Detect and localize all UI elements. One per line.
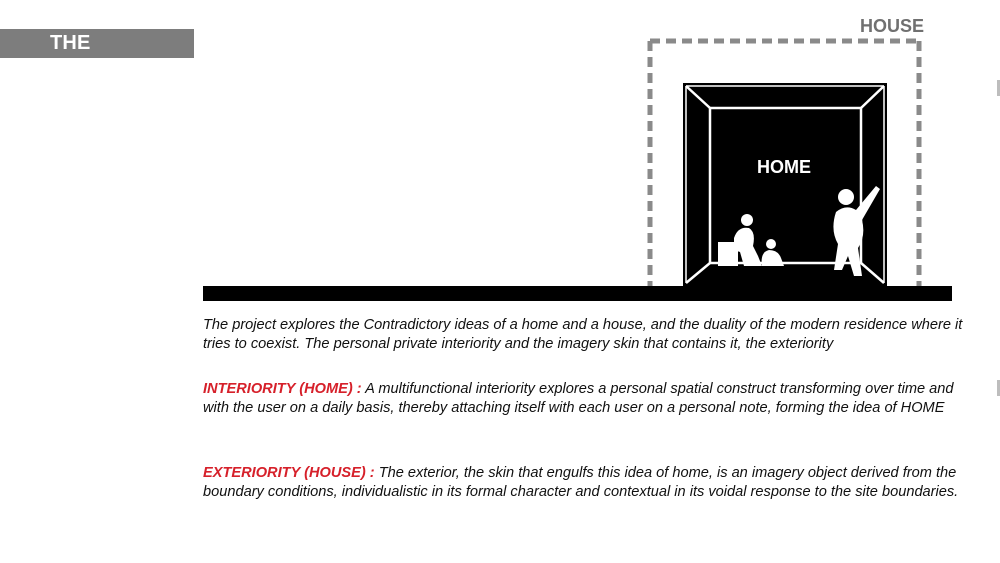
interiority-body: A multifunctional interiority explores a personal spatial construct transforming over time and with the user on a daily basis, thereby attaching itself with each user on a personal note, forming the idea of HOME (203, 381, 954, 416)
home-label: HOME (757, 157, 811, 177)
exteriority-paragraph (203, 464, 963, 502)
exteriority-body: The exterior, the skin that engulfs this idea of home, is an imagery object derived from the boundary conditions, individualistic in its formal character and contextual in its voidal response to the site boundaries. (203, 465, 959, 500)
house-label: HOUSE (860, 16, 925, 36)
interiority-heading: INTERIORITY (HOME) : (203, 381, 362, 397)
intro-paragraph: The project explores the Contradictory ideas of a home and a house, and the duality of the modern residence where it tries to coexist. The personal private interiority and the imagery skin that contains it, the exteriority (203, 317, 963, 352)
ground-line (203, 286, 952, 301)
section-title: THE PROCESS (50, 32, 150, 77)
interiority-paragraph (203, 380, 963, 418)
exteriority-heading: EXTERIORITY (HOUSE) : (203, 465, 375, 481)
